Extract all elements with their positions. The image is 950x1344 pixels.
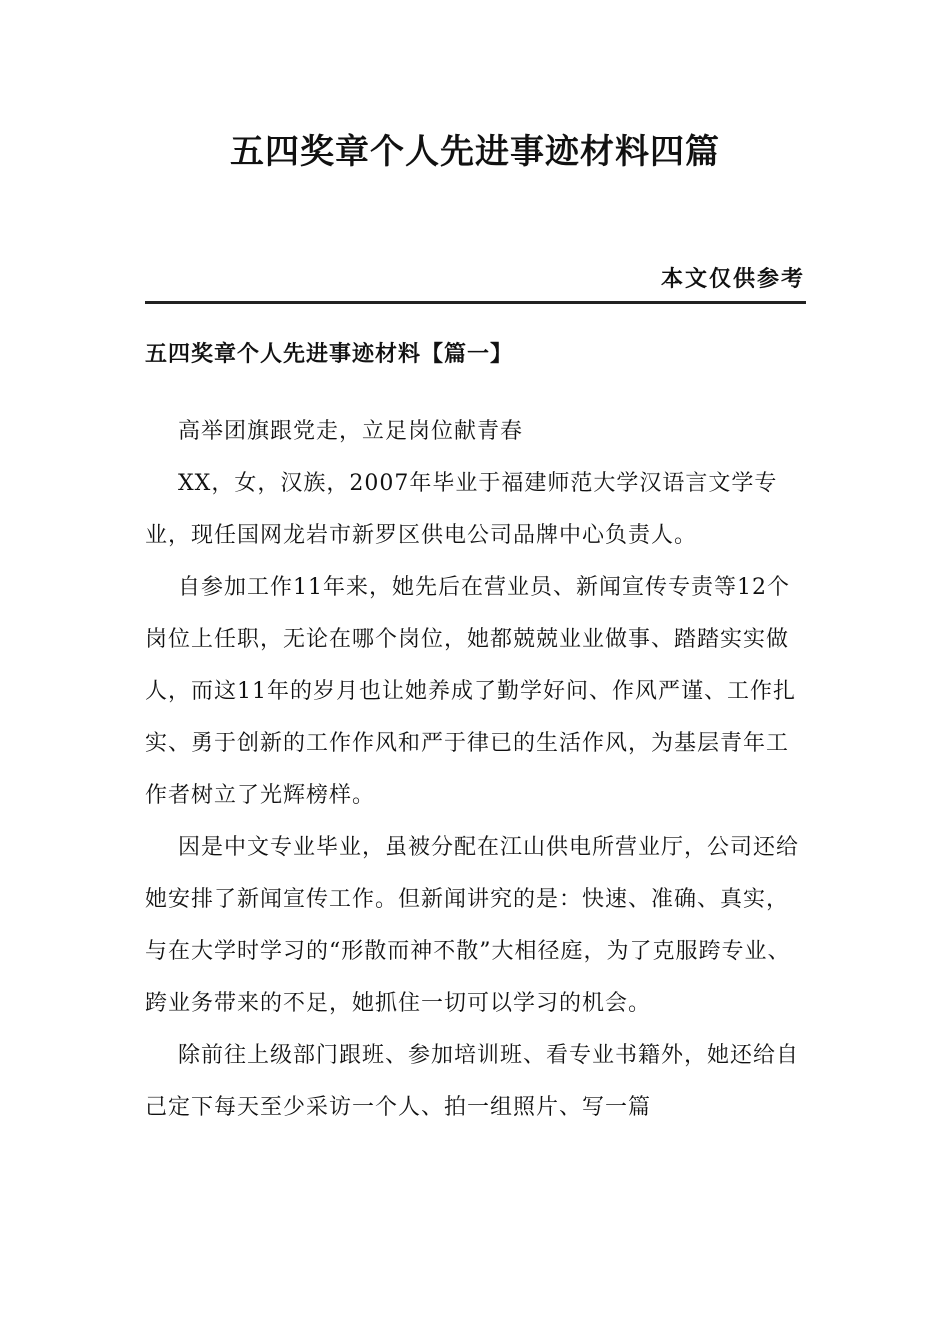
reference-note: 本文仅供参考 [660,266,805,292]
paragraph: 自参加工作11年来，她先后在营业员、新闻宣传专责等12个岗位上任职，无论在哪个岗位，她都兢兢业业做事、踏踏实实做人，而这11年的岁月也让她养成了勤学好问、作风严谨、工作扎实、勇于创新的工作作风和严于律已的生活作风，为基层青年工作者树立了光辉榜样。 [145,575,796,808]
paragraph: 除前往上级部门跟班、参加培训班、看专业书籍外，她还给自己定下每天至少采访一个人、拍一组照片、写一篇 [145,1043,800,1120]
paragraph: XX，女，汉族，2007年毕业于福建师范大学汉语言文学专业，现任国网龙岩市新罗区供电公司品牌中心负责人。 [145,471,778,548]
paragraph-subtitle: 高举团旗跟党走，立足岗位献青春 [178,419,524,444]
document-title: 五四奖章个人先进事迹材料四篇 [230,132,720,172]
paragraph: 因是中文专业毕业，虽被分配在江山供电所营业厅，公司还给她安排了新闻宣传工作。但新闻讲究的是：快速、准确、真实，与在大学时学习的“形散而神不散”大相径庭，为了克服跨专业、跨业务带来的不足，她抓住一切可以学习的机会。 [145,835,800,1016]
section-heading: 五四奖章个人先进事迹材料【篇一】 [145,341,514,367]
body-text [145,406,806,1134]
header-divider [145,301,806,304]
